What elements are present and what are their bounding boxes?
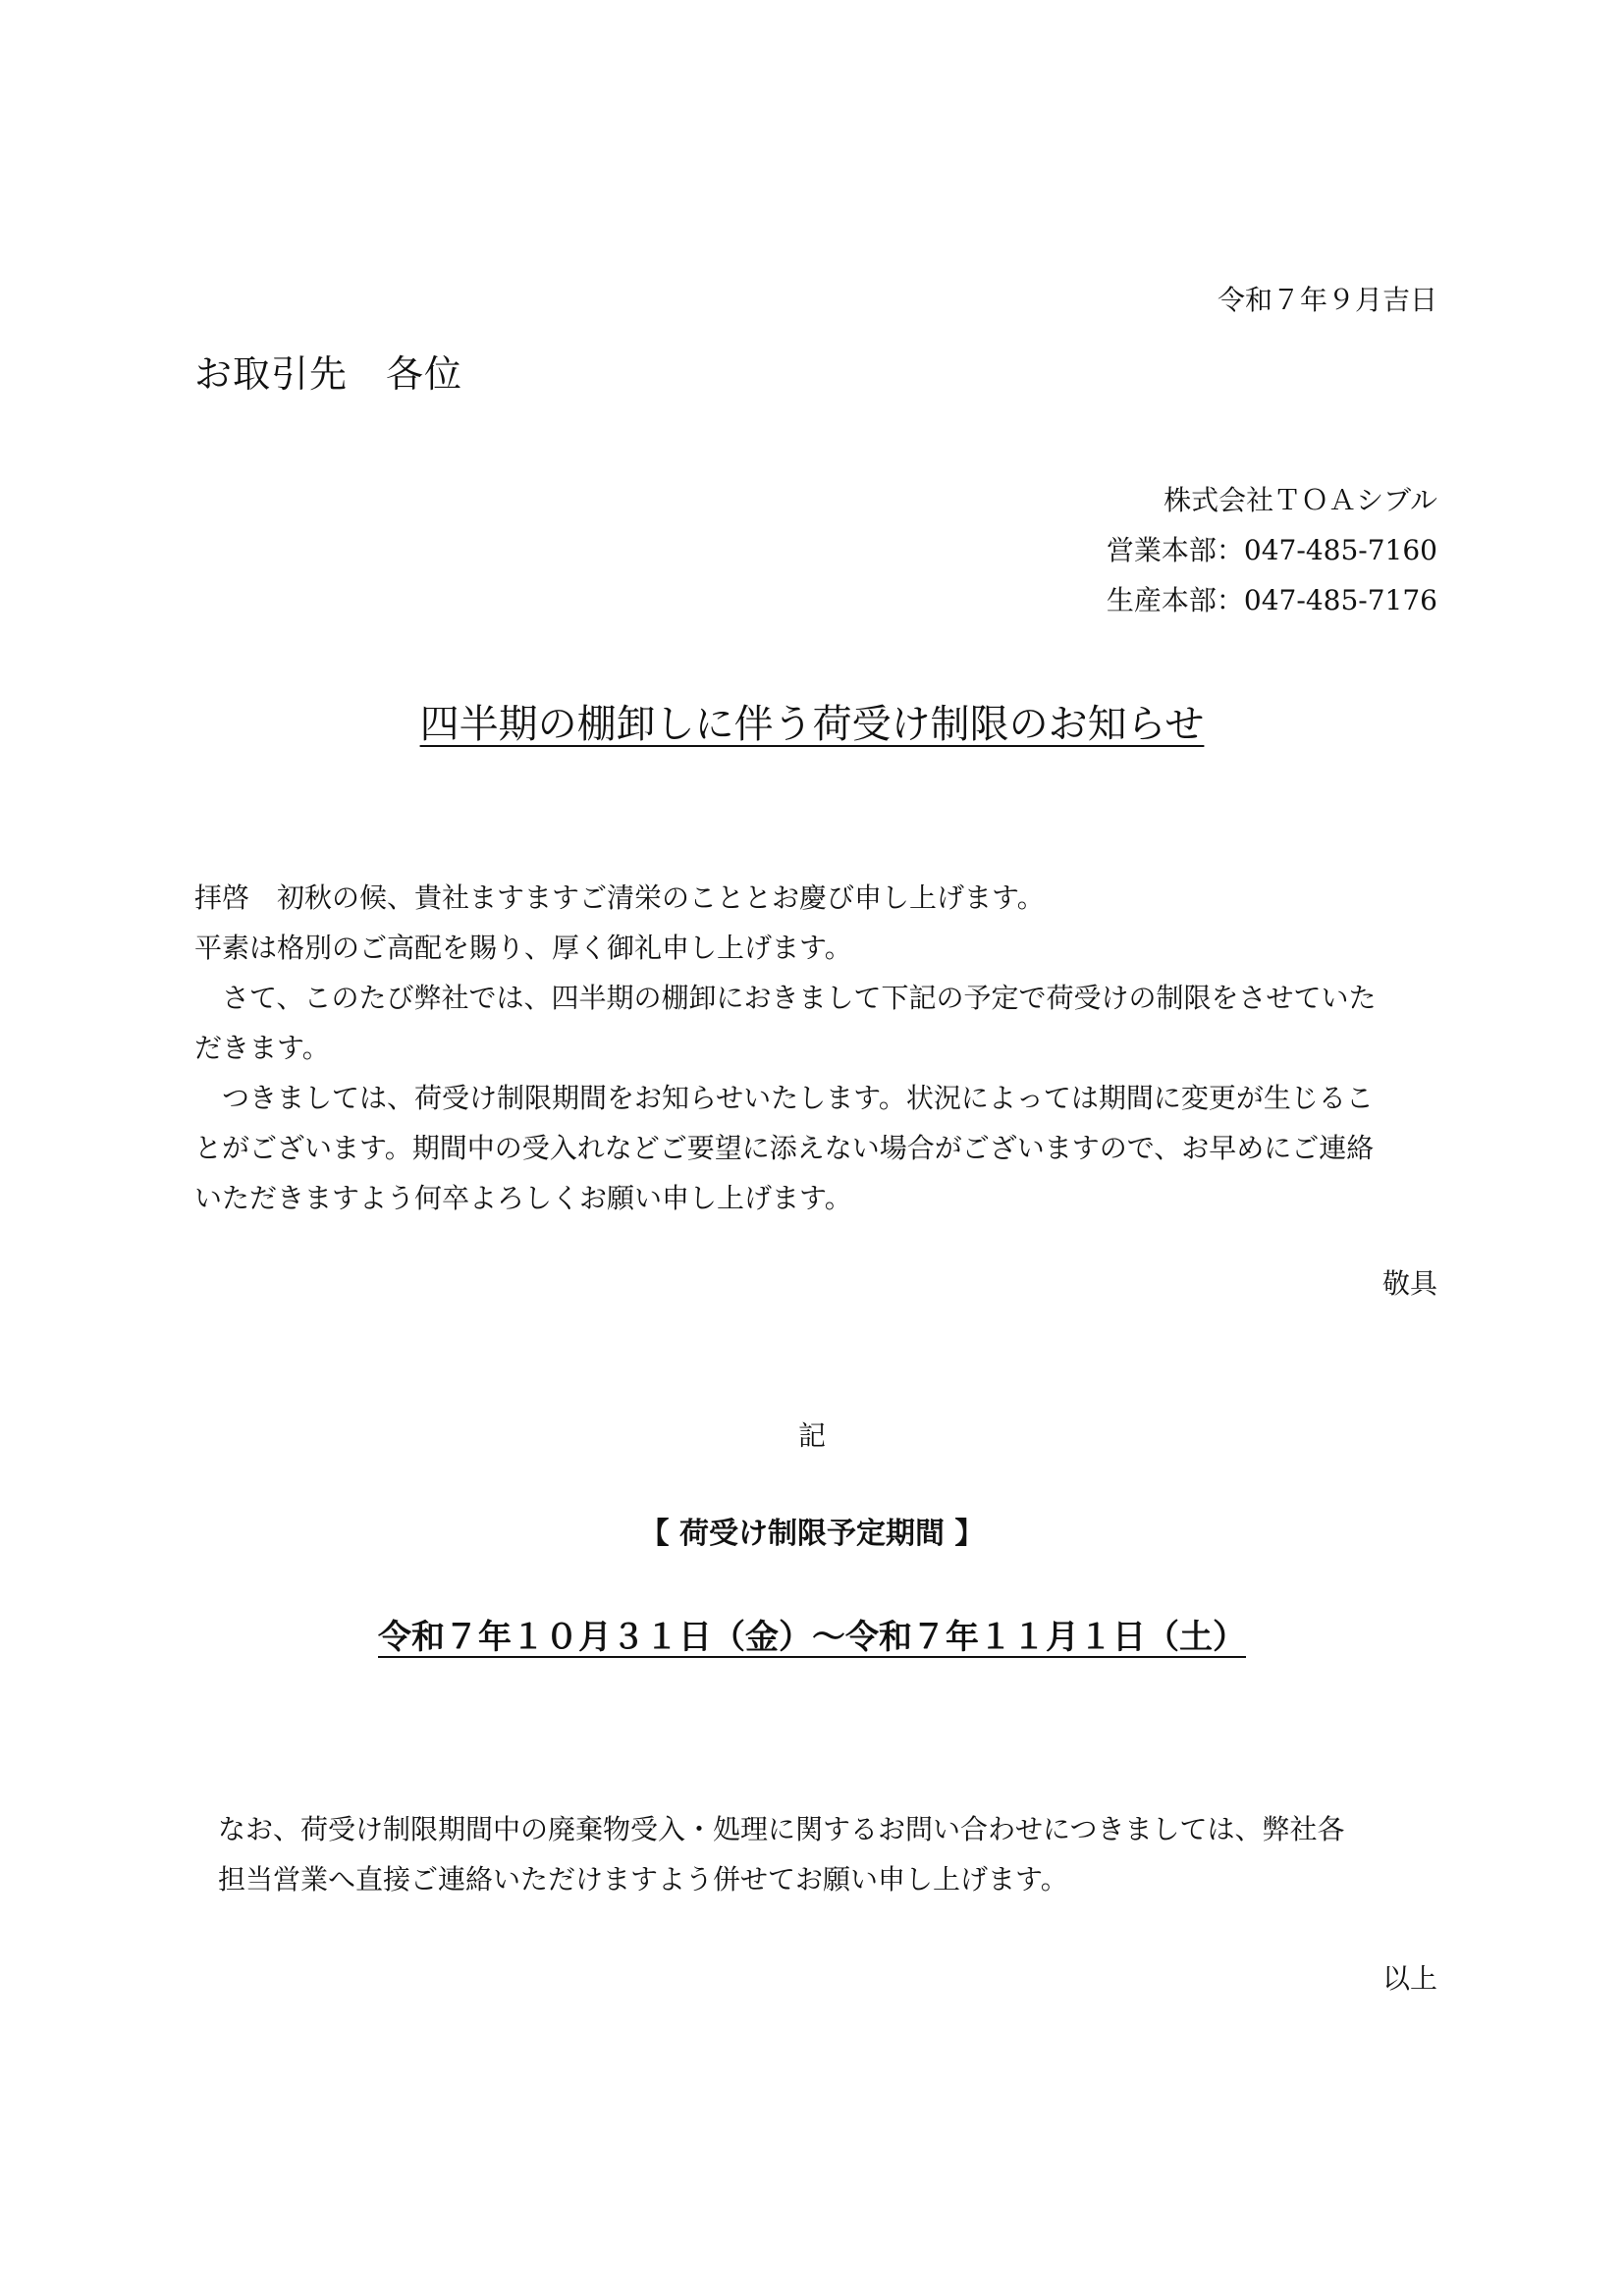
body-line: つきましては、荷受け制限期間をお知らせいたします。状況によっては期間に変更が生じるこ (194, 1082, 1374, 1114)
note-line: なお、荷受け制限期間中の廃棄物受入・処理に関するお問い合わせにつきましては、弊社各 (218, 1813, 1345, 1845)
record-heading: 記 (797, 1419, 826, 1452)
body-line: 平素は格別のご高配を賜り、厚く御礼申し上げます。 (194, 932, 852, 964)
period-value (0, 1610, 1624, 1658)
body-line: さて、このたび弊社では、四半期の棚卸におきまして下記の予定で荷受けの制限をさせていた (194, 982, 1377, 1014)
period-label: 【 荷受け制限予定期間 】 (639, 1517, 985, 1551)
sender-block (1107, 475, 1437, 625)
body-line: とがございます。期間中の受入れなどご要望に添えない場合がございますので、お早めにご連絡 (194, 1132, 1375, 1164)
sender-sales-phone: 営業本部：047-485-7160 (1106, 534, 1437, 566)
document-title-text: 四半期の棚卸しに伴う荷受け制限のお知らせ (419, 702, 1205, 747)
document-title (0, 693, 1624, 749)
letter-body (194, 873, 1439, 1223)
addressee: お取引先 各位 (194, 352, 463, 396)
body-line: いただきますよう何卒よろしくお願い申し上げます。 (194, 1182, 852, 1214)
body-line: だきます。 (194, 1032, 330, 1064)
sender-company: 株式会社ＴＯＡシブル (1164, 484, 1437, 516)
note-block (218, 1804, 1344, 1904)
period-value-text: 令和７年１０月３１日（金）～令和７年１１月１日（土） (378, 1618, 1246, 1657)
document-date: 令和７年９月吉日 (1217, 284, 1437, 316)
closing-ijou: 以上 (1381, 1962, 1437, 1995)
note-line: 担当営業へ直接ご連絡いただけますよう併せてお願い申し上げます。 (218, 1863, 1068, 1896)
body-line: 拝啓 初秋の候、貴社ますますご清栄のこととお慶び申し上げます。 (194, 881, 1045, 914)
sender-production-phone: 生産本部：047-485-7176 (1106, 584, 1437, 616)
closing-keigu: 敬具 (1381, 1267, 1437, 1300)
